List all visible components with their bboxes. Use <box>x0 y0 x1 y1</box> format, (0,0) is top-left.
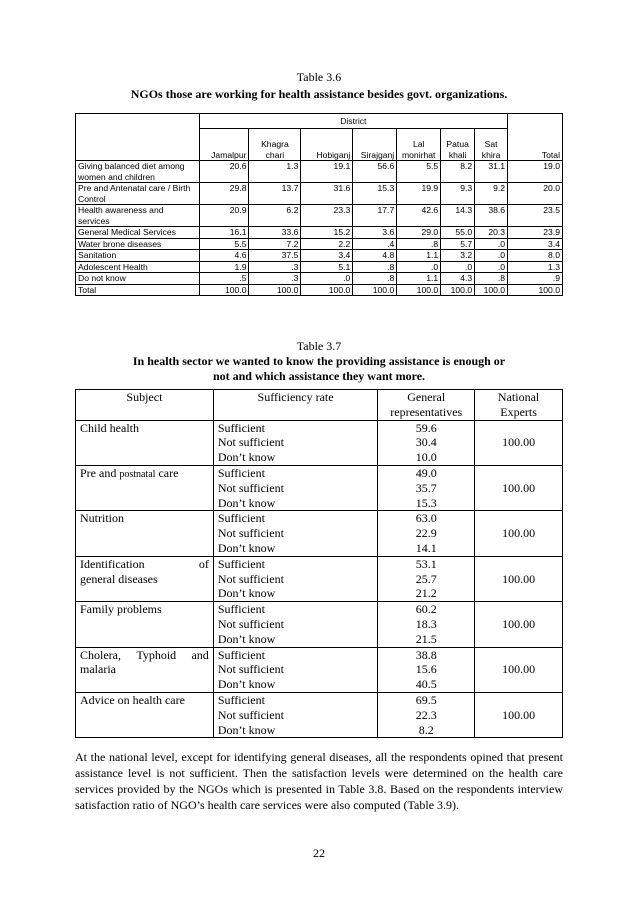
table1-cell: 100.0 <box>353 284 397 296</box>
table2-caption: Table 3.7 <box>296 339 342 353</box>
table1-group-row <box>76 114 563 129</box>
table1-cell: 20.6 <box>199 161 249 183</box>
table2-subject <box>76 420 214 465</box>
table2-rate-label: Sufficient <box>217 647 265 662</box>
table2-rate-label: Don’t know <box>217 722 276 737</box>
table1-cell: 1.3 <box>249 161 301 183</box>
table1-cell: 19.0 <box>508 161 563 183</box>
table1-row <box>76 284 563 296</box>
table2-general <box>378 602 475 647</box>
table2-general-value: 38.8 <box>415 647 437 662</box>
table2-sufficiency <box>213 647 377 692</box>
table2-title-line1: In health sector we wanted to know the providing assistance is enough or <box>132 354 506 368</box>
table2-rate-label: Sufficient <box>217 556 265 571</box>
table1-row-label: Health awareness and services <box>76 205 200 227</box>
table1-row-label: Pre and Antenatal care / Birth Control <box>76 183 200 205</box>
table1-row-label: Adolescent Health <box>76 261 200 273</box>
table2-rate-label: Not sufficient <box>217 707 284 722</box>
table2-general-value: 59.6 <box>415 420 437 435</box>
table1-cell: 31.1 <box>475 161 508 183</box>
table2-rate-label: Sufficient <box>217 511 265 526</box>
table2-header-national: National Experts <box>475 390 563 421</box>
table1-col-header: Sirajganj <box>353 129 397 161</box>
table1-col-header: Hobiganj <box>301 129 353 161</box>
table2-national: 100.00 <box>475 556 563 601</box>
table1-cell: 23.3 <box>301 205 353 227</box>
table1 <box>75 113 563 296</box>
table2-header-sufficiency: Sufficiency rate <box>213 390 377 421</box>
table1-cell: .0 <box>441 261 475 273</box>
table1-cell: 3.4 <box>301 250 353 262</box>
table2-subject-text: of <box>198 556 209 571</box>
table2-rate-label: Not sufficient <box>217 616 284 631</box>
table1-cell: 37.5 <box>249 250 301 262</box>
table2-general <box>378 511 475 556</box>
table2-sufficiency <box>213 465 377 510</box>
table1-cell: .8 <box>397 238 441 250</box>
table1-cell: 17.7 <box>353 205 397 227</box>
table1-row <box>76 250 563 262</box>
table1-cell: 4.3 <box>441 273 475 285</box>
table1-cell: 1.1 <box>397 250 441 262</box>
table1-cell: .4 <box>353 238 397 250</box>
table1-cell: 55.0 <box>441 227 475 239</box>
table1-cell: 38.6 <box>475 205 508 227</box>
table1-cell: 29.0 <box>397 227 441 239</box>
table1-row-label: Do not know <box>76 273 200 285</box>
table1-cell: 100.0 <box>397 284 441 296</box>
table1-cell: 33.6 <box>249 227 301 239</box>
table1-cell: 5.1 <box>301 261 353 273</box>
table1-row <box>76 273 563 285</box>
table2-subject-text: postnatal <box>119 468 156 480</box>
table1-cell: .0 <box>475 238 508 250</box>
table2-general <box>378 692 475 737</box>
table2-general-value: 15.6 <box>415 662 437 677</box>
table2-subject <box>76 602 214 647</box>
table2-general-value: 60.2 <box>415 602 437 617</box>
table2-subject-text: Child health <box>80 420 139 435</box>
table2-header-subject: Subject <box>76 390 214 421</box>
table2-sufficiency <box>213 511 377 556</box>
table2-subject-text: care <box>155 465 179 480</box>
table2-rate-label: Not sufficient <box>217 526 284 541</box>
table1-row <box>76 238 563 250</box>
table1-cell: 31.6 <box>301 183 353 205</box>
table1-cell: 42.6 <box>397 205 441 227</box>
table2-rate-label: Not sufficient <box>217 662 284 677</box>
table2-general-value: 22.9 <box>415 526 437 541</box>
table1-title: NGOs those are working for health assistance besides govt. organizations. <box>130 87 508 101</box>
table2-general-value: 18.3 <box>415 616 437 631</box>
table2-general-value: 14.1 <box>415 540 437 555</box>
table1-cell: .8 <box>475 273 508 285</box>
table2-general-value: 8.2 <box>418 722 434 737</box>
table2-row <box>76 465 563 510</box>
table2-general-value: 30.4 <box>415 435 437 450</box>
table1-cell: .5 <box>199 273 249 285</box>
table1-cell: 9.2 <box>475 183 508 205</box>
table2-rate-label: Sufficient <box>217 420 265 435</box>
table2-subject-text: Family problems <box>80 602 162 617</box>
table2-header-general: General representatives <box>378 390 475 421</box>
table2-subject-text: Pre and <box>80 465 120 480</box>
table1-row-label: Giving balanced diet among women and children <box>76 161 200 183</box>
table2-national: 100.00 <box>475 465 563 510</box>
table1-cell: 4.8 <box>353 250 397 262</box>
table1-row <box>76 261 563 273</box>
table2-national: 100.00 <box>475 511 563 556</box>
table2-national: 100.00 <box>475 420 563 465</box>
table2-general <box>378 420 475 465</box>
table2-rate-label: Sufficient <box>217 692 265 707</box>
table1-row-label: Total <box>76 284 200 296</box>
table2-general-value: 21.5 <box>415 631 437 646</box>
table2-row <box>76 692 563 737</box>
table1-cell: .3 <box>249 273 301 285</box>
table2-subject <box>76 692 214 737</box>
table1-cell: 5.7 <box>441 238 475 250</box>
table1-cell: 1.3 <box>508 261 563 273</box>
table2-general-value: 63.0 <box>415 511 437 526</box>
table1-cell: 100.0 <box>441 284 475 296</box>
table2-sufficiency <box>213 692 377 737</box>
table2-subject-text: Advice on health care <box>80 692 185 707</box>
table2-rate-label: Don’t know <box>217 631 276 646</box>
table2-header-row <box>76 390 563 421</box>
table1-cell: 23.5 <box>508 205 563 227</box>
table1-cell: .8 <box>353 261 397 273</box>
table1-corner <box>76 114 200 161</box>
table1-cell: 13.7 <box>249 183 301 205</box>
table1-cell: .0 <box>475 261 508 273</box>
table2-national: 100.00 <box>475 647 563 692</box>
table2-general-value: 15.3 <box>415 495 437 510</box>
table2-row <box>76 511 563 556</box>
table1-cell: 8.2 <box>441 161 475 183</box>
table1-cell: 5.5 <box>199 238 249 250</box>
table2-rate-label: Don’t know <box>217 677 276 692</box>
table1-cell: 20.9 <box>199 205 249 227</box>
table2-rate-label: Sufficient <box>217 465 265 480</box>
table1-cell: 3.2 <box>441 250 475 262</box>
table1-cell: 100.0 <box>301 284 353 296</box>
table1-cell: 2.2 <box>301 238 353 250</box>
table1-body <box>76 161 563 296</box>
table2-subject <box>76 511 214 556</box>
table1-col-header: Patua khali <box>441 129 475 161</box>
table2-rate-label: Don’t know <box>217 495 276 510</box>
table2-rate-label: Not sufficient <box>217 571 284 586</box>
table1-cell: 4.6 <box>199 250 249 262</box>
table1-cell: .0 <box>475 250 508 262</box>
table1-cell: 56.6 <box>353 161 397 183</box>
table2-rate-label: Don’t know <box>217 586 276 601</box>
table2-general-value: 35.7 <box>415 480 437 495</box>
table2-rate-label: Sufficient <box>217 602 265 617</box>
table1-cell: .0 <box>397 261 441 273</box>
table2-general-value: 53.1 <box>415 556 437 571</box>
table2-subject-text: malaria <box>80 662 116 677</box>
table1-cell: 14.3 <box>441 205 475 227</box>
table1-row <box>76 183 563 205</box>
table1-cell: 6.2 <box>249 205 301 227</box>
table2-subject-text: Identification <box>80 556 145 571</box>
table2-general-value: 40.5 <box>415 677 437 692</box>
table2-sufficiency <box>213 602 377 647</box>
table2-sufficiency <box>213 420 377 465</box>
table2-row <box>76 556 563 601</box>
page-number: 22 <box>313 846 325 860</box>
table2-body <box>76 420 563 738</box>
table2-general-value: 21.2 <box>415 586 437 601</box>
table2-rate-label: Don’t know <box>217 450 276 465</box>
table1-cell: 7.2 <box>249 238 301 250</box>
table2-title-line2: not and which assistance they want more. <box>212 369 426 383</box>
table2-general-value: 10.0 <box>415 450 437 465</box>
table1-group-header: District <box>199 114 508 129</box>
table1-row-label: General Medical Services <box>76 227 200 239</box>
table1-cell: 3.6 <box>353 227 397 239</box>
table2-subject <box>76 556 214 601</box>
table1-col-header: Sat khira <box>475 129 508 161</box>
body-paragraph: At the national level, except for identifying general diseases, all the respondents opined that present assistance level is not sufficient. Then the satisfaction levels were determined on the health care services provided by the NGOs which is presented in Table 3.8. Based on the respondents interview satisfaction ratio of NGO’s health care services were also computed (Table 3.9). <box>75 750 563 812</box>
table1-row <box>76 227 563 239</box>
table1-col-header: Lal monirhat <box>397 129 441 161</box>
table2-row <box>76 602 563 647</box>
table1-col-header: Total <box>508 114 563 161</box>
table2-rate-label: Don’t know <box>217 540 276 555</box>
table2-general <box>378 647 475 692</box>
table2-subject-text: Cholera, <box>80 647 121 662</box>
table1-cell: 5.5 <box>397 161 441 183</box>
table1-cell: 15.3 <box>353 183 397 205</box>
table1-cell: 20.3 <box>475 227 508 239</box>
table1-cell: 100.0 <box>508 284 563 296</box>
table2-national: 100.00 <box>475 602 563 647</box>
table1-cell: 100.0 <box>475 284 508 296</box>
table1-col-header: Khagra chari <box>249 129 301 161</box>
table1-cell: 100.0 <box>249 284 301 296</box>
table2-general-value: 22.3 <box>415 707 437 722</box>
table1-cell: 9.3 <box>441 183 475 205</box>
table2-national: 100.00 <box>475 692 563 737</box>
table1-cell: .8 <box>353 273 397 285</box>
table2-rate-label: Not sufficient <box>217 435 284 450</box>
table1-cell: .0 <box>301 273 353 285</box>
table2-subject-text: Typhoid <box>136 647 177 662</box>
table2-general <box>378 465 475 510</box>
table1-cell: 16.1 <box>199 227 249 239</box>
table1-cell: 8.0 <box>508 250 563 262</box>
table2 <box>75 389 563 738</box>
table1-cell: 100.0 <box>199 284 249 296</box>
table1-cell: 15.2 <box>301 227 353 239</box>
table1-caption: Table 3.6 <box>296 70 342 84</box>
table1-cell: 1.9 <box>199 261 249 273</box>
table2-subject <box>76 647 214 692</box>
table2-rate-label: Not sufficient <box>217 480 284 495</box>
table1-cell: 3.4 <box>508 238 563 250</box>
table1-cell: 19.9 <box>397 183 441 205</box>
table2-subject-text: and <box>191 647 209 662</box>
table2-row <box>76 420 563 465</box>
table1-cell: 23.9 <box>508 227 563 239</box>
table1-row-label: Water brone diseases <box>76 238 200 250</box>
table1-cell: .3 <box>249 261 301 273</box>
table1-cell: 20.0 <box>508 183 563 205</box>
table2-row <box>76 647 563 692</box>
table2-subject-text: general diseases <box>80 571 158 586</box>
table1-col-header: Jamalpur <box>199 129 249 161</box>
table1-cell: 19.1 <box>301 161 353 183</box>
table2-general <box>378 556 475 601</box>
table2-general-value: 25.7 <box>415 571 437 586</box>
table2-sufficiency <box>213 556 377 601</box>
table1-cell: .9 <box>508 273 563 285</box>
table1-cell: 29.8 <box>199 183 249 205</box>
table2-subject-text: Nutrition <box>80 511 124 526</box>
table2-subject <box>76 465 214 510</box>
table1-row-label: Sanitation <box>76 250 200 262</box>
table1-row <box>76 161 563 183</box>
table1-cell: 1.1 <box>397 273 441 285</box>
table2-general-value: 69.5 <box>415 692 437 707</box>
table1-row <box>76 205 563 227</box>
table2-general-value: 49.0 <box>415 465 437 480</box>
